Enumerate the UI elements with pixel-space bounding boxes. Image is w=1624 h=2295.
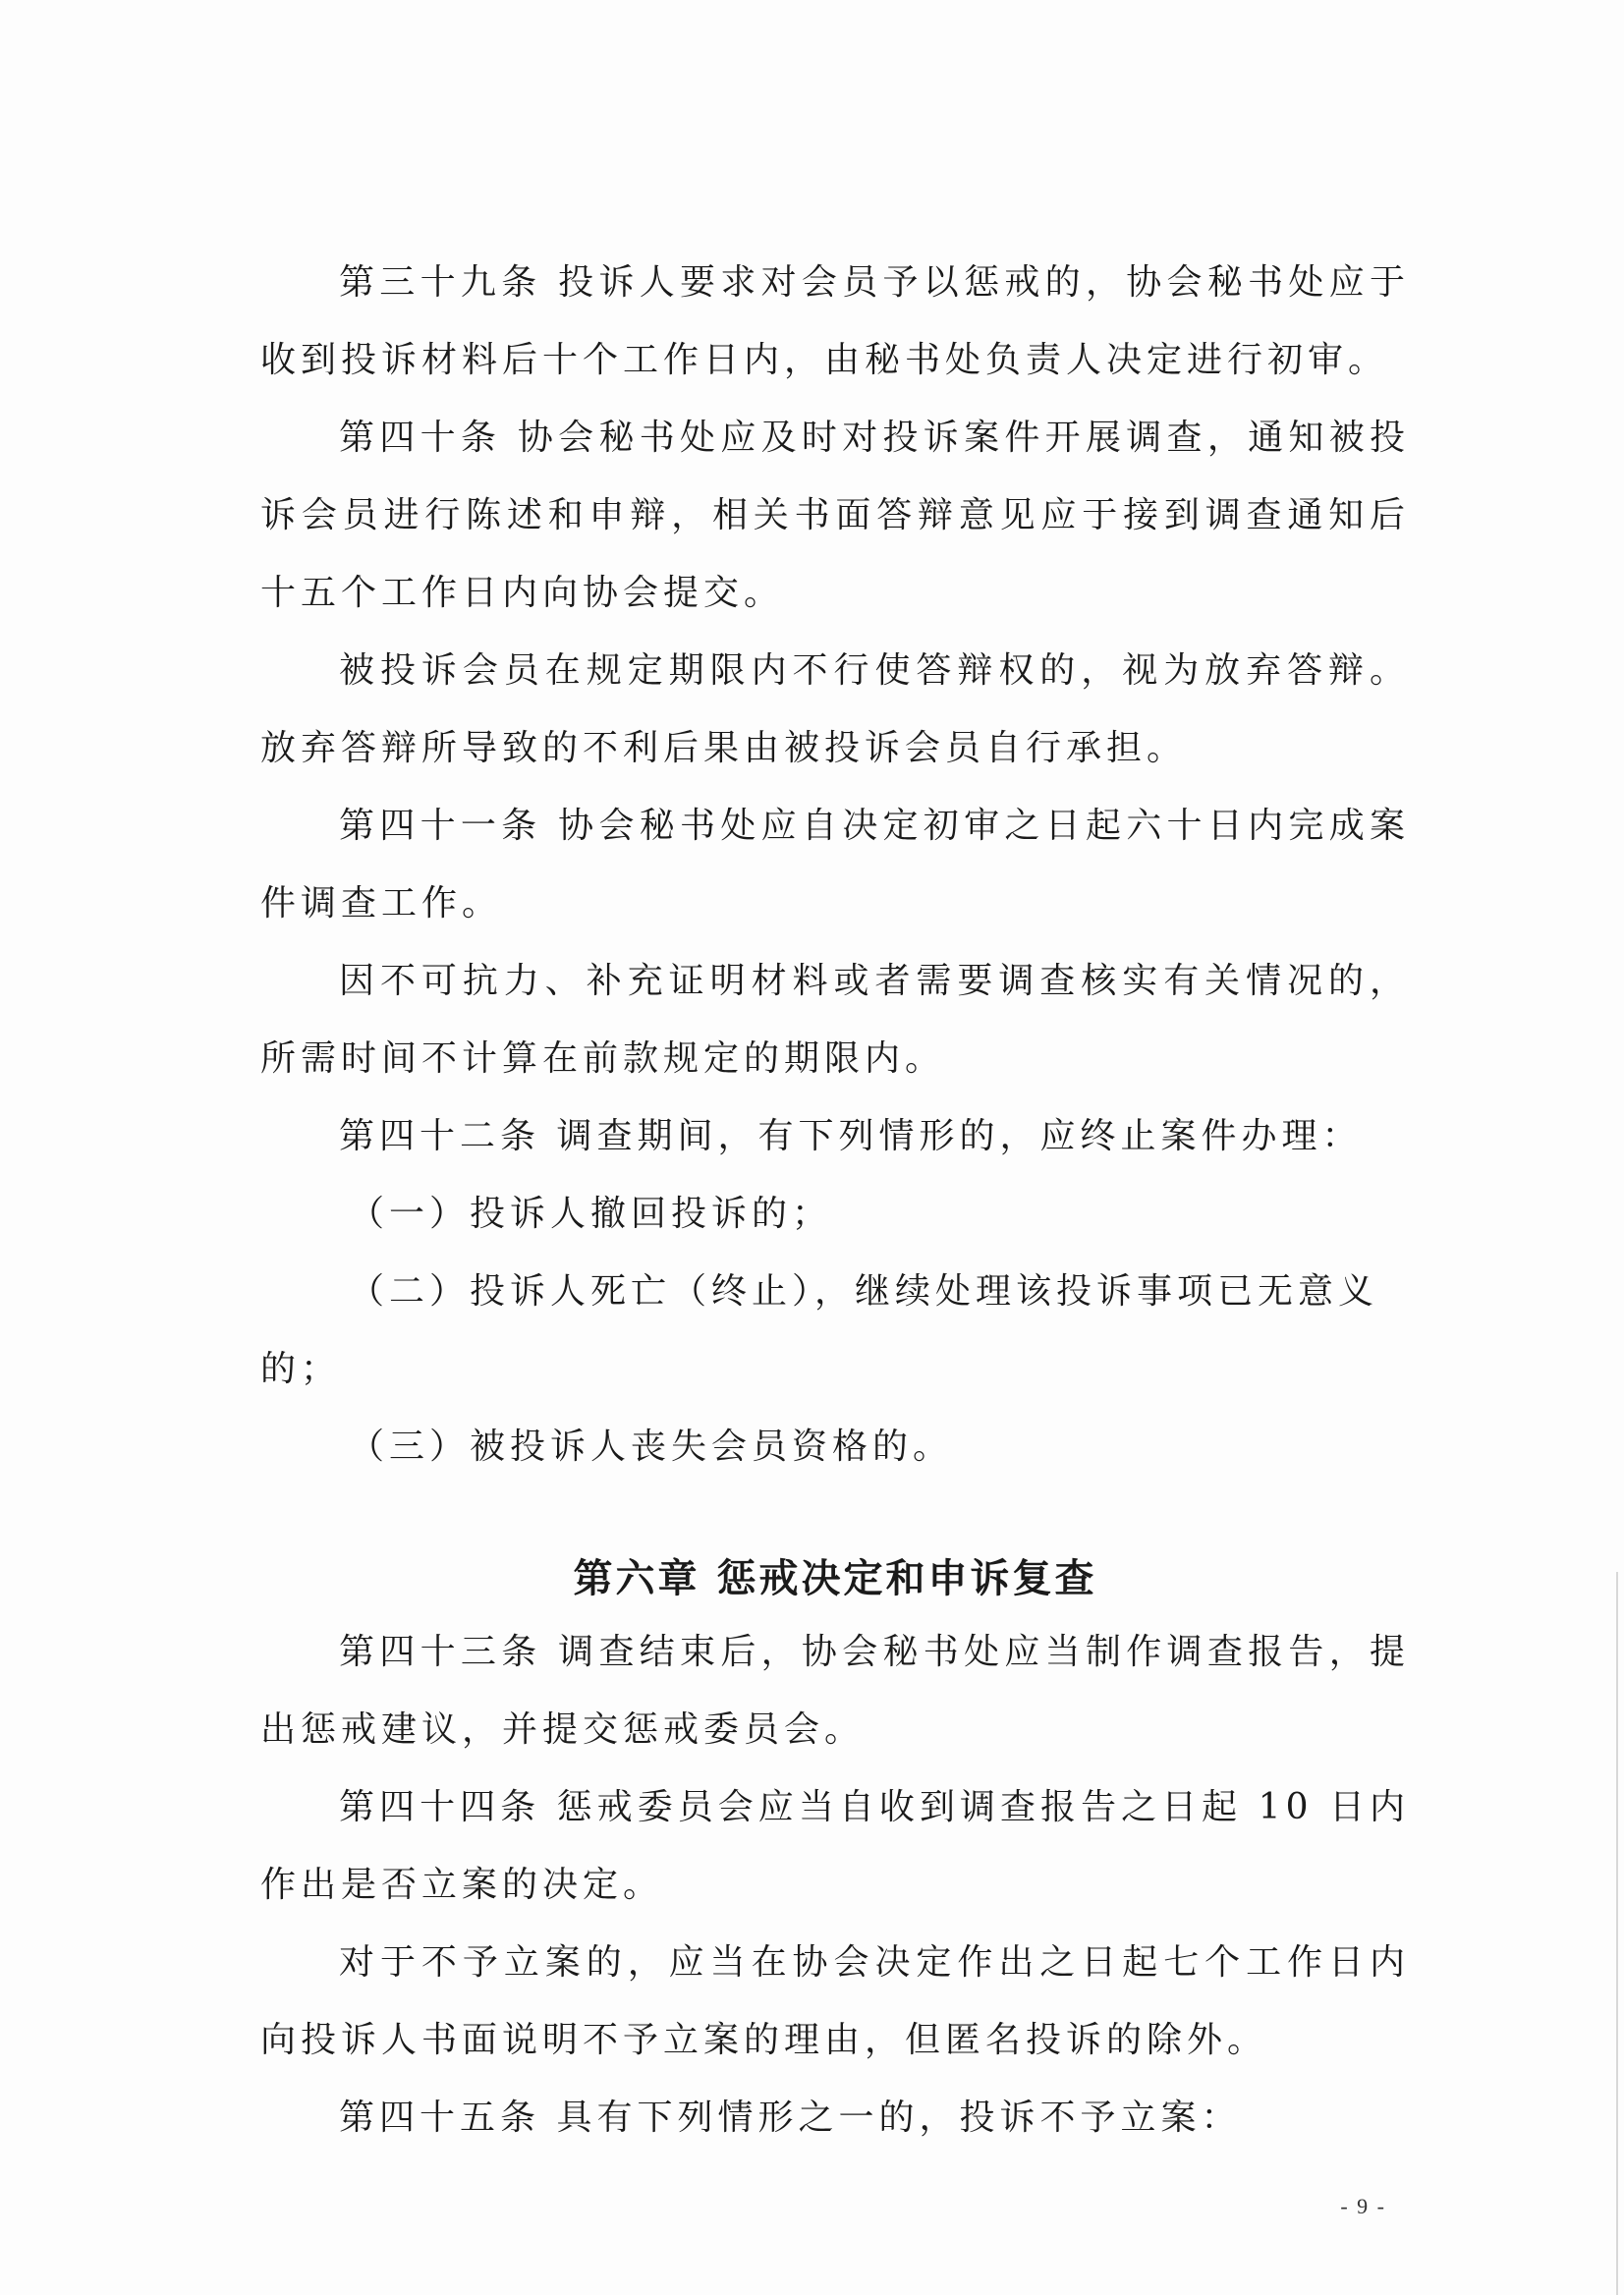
article-43: 第四十三条 调查结束后，协会秘书处应当制作调查报告，提出惩戒建议，并提交惩戒委员会。 (260, 1632, 1410, 1750)
article-39: 第三十九条 投诉人要求对会员予以惩戒的，协会秘书处应于收到投诉材料后十个工作日内，由秘书处负责人决定进行初审。 (260, 262, 1410, 380)
article-42: 第四十二条 调查期间，有下列情形的，应终止案件办理： (339, 1116, 1363, 1156)
article-44: 第四十四条 惩戒委员会应当自收到调查报告之日起 10 日内作出是否立案的决定。 (260, 1787, 1410, 1905)
article-41-paragraph-2: 因不可抗力、补充证明材料或者需要调查核实有关情况的，所需时间不计算在前款规定的期限内。 (260, 961, 1410, 1079)
article-42-item-1: （一）投诉人撤回投诉的； (349, 1194, 833, 1234)
article-41: 第四十一条 协会秘书处应自决定初审之日起六十日内完成案件调查工作。 (260, 806, 1410, 924)
article-44-paragraph-2: 对于不予立案的，应当在协会决定作出之日起七个工作日内向投诉人书面说明不予立案的理由，但匿名投诉的除外。 (260, 1942, 1410, 2060)
document-body (260, 244, 1410, 2156)
page-number: - 9 - (1340, 2194, 1386, 2218)
article-42-item-3: （三）被投诉人丧失会员资格的。 (349, 1427, 954, 1467)
article-45: 第四十五条 具有下列情形之一的，投诉不予立案： (339, 2098, 1242, 2138)
article-42-item-2: （二）投诉人死亡（终止），继续处理该投诉事项已无意义的； (260, 1271, 1379, 1389)
article-40-paragraph-2: 被投诉会员在规定期限内不行使答辩权的，视为放弃答辩。放弃答辩所导致的不利后果由被投诉会员自行承担。 (260, 650, 1410, 768)
scan-edge-divider (1616, 1572, 1618, 2295)
chapter-title: 第六章 惩戒决定和申诉复查 (573, 1556, 1097, 1601)
article-40: 第四十条 协会秘书处应及时对投诉案件开展调查，通知被投诉会员进行陈述和申辩，相关书面答辩意见应于接到调查通知后十五个工作日内向协会提交。 (260, 418, 1410, 613)
